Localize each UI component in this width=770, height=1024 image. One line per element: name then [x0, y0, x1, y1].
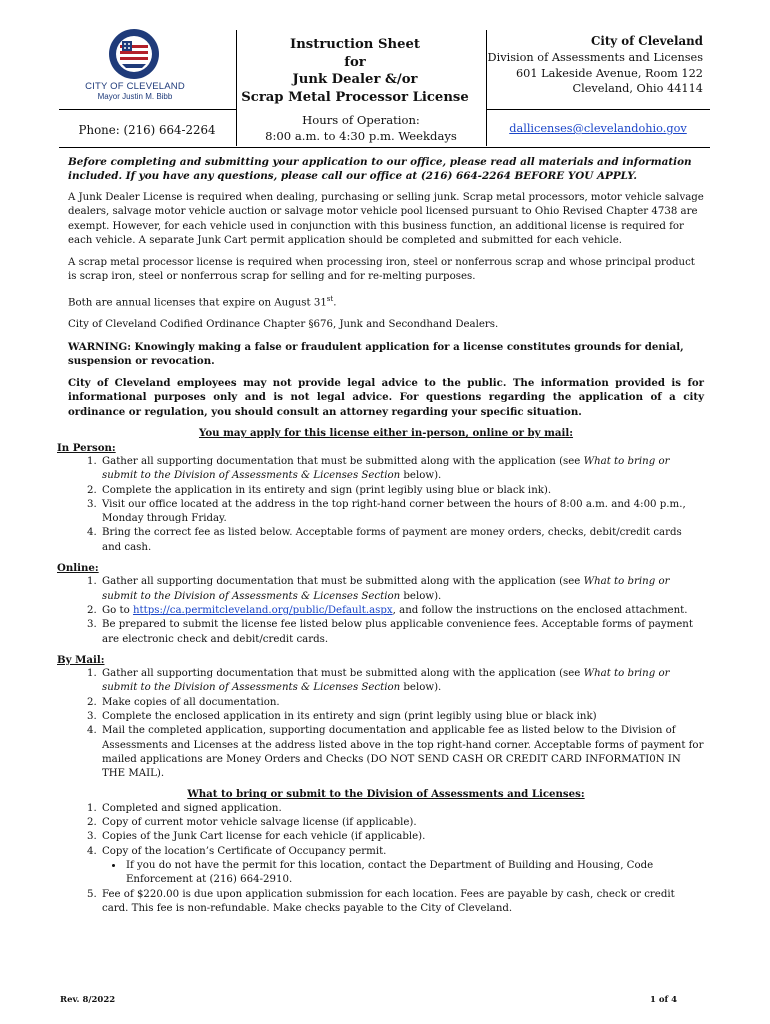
list-item — [100, 845, 704, 888]
permit-portal-link[interactable]: https://ca.permitcleveland.org/public/Default.aspx — [132, 604, 393, 616]
city-seal-icon — [108, 28, 160, 80]
list-item — [100, 604, 704, 618]
divider — [59, 109, 237, 110]
title-line: Junk Dealer &/or — [292, 72, 418, 87]
city-name: CITY OF CLEVELAND — [85, 81, 185, 92]
scrap-metal-paragraph: A scrap metal processor license is required when processing iron, steel or nonferrous scrap and whose principal product is scrap iron, steel or nonferrous scrap for selling and for re-melting purposes. — [68, 256, 695, 283]
expiration-text: Both are annual licenses that expire on August 31 — [68, 297, 327, 309]
list-item: 3. Visit our office located at the address in the top right-hand corner between the hours of 8:00 a.m. and 4:00 p.m., Monday through Friday. — [100, 498, 704, 527]
document-body — [57, 155, 704, 922]
document-title — [232, 36, 478, 106]
address-line: City of Cleveland — [590, 34, 703, 48]
title-line: for — [344, 54, 366, 70]
sub-list-item: • If you do not have the permit for this location, contact the Department of Building and Housing, Code Enforcement at (216) 664-2910. — [124, 859, 704, 888]
bring-heading: What to bring or submit to the Division of Assessments and Licenses: — [187, 788, 585, 801]
hours-label: Hours of Operation: — [302, 113, 420, 127]
item-text: Copy of the location’s Certificate of Occupancy permit. — [102, 845, 387, 857]
address-line: 601 Lakeside Avenue, Room 122 — [516, 66, 703, 80]
list-item: 3. Be prepared to submit the license fee listed below plus applicable convenience fees. Acceptable forms of payment are electronic check and debit/credit cards. — [100, 618, 704, 647]
divider — [486, 109, 710, 110]
legal-disclaimer: City of Cleveland employees may not provide legal advice to the public. The information provided is for informational purposes only and is not legal advice. For questions regarding the application of a city ordinance or regulation, you should consult an attorney regarding your specific situation. — [68, 376, 704, 418]
list-item: 2. Complete the application in its entirety and sign (print legibly using blue or black ink). — [100, 484, 704, 498]
list-item: 3. Complete the enclosed application in its entirety and sign (print legibly using blue or black ink) — [100, 710, 704, 724]
divider — [59, 147, 710, 148]
address-line: Division of Assessments and Licenses — [487, 50, 703, 64]
office-address — [484, 34, 703, 97]
list-item — [100, 455, 704, 484]
revision-date: Rev. 8/2022 — [60, 995, 116, 1005]
office-phone: Phone: (216) 664-2264 — [78, 123, 216, 137]
ordinance-paragraph: City of Cleveland Codified Ordinance Chapter §676, Junk and Secondhand Dealers. — [68, 319, 499, 331]
mail-list — [68, 667, 704, 781]
title-line: Scrap Metal Processor License — [241, 89, 469, 105]
expiration-end: . — [333, 297, 337, 309]
sub-list — [102, 859, 704, 888]
item-text: below). — [400, 470, 442, 482]
item-italic: What to bring or submit to the Division of Assessments & Licenses Section — [102, 668, 670, 694]
hours-value: 8:00 a.m. to 4:30 p.m. Weekdays — [265, 128, 457, 143]
list-item: 2. Make copies of all documentation. — [100, 696, 704, 710]
list-item: 4. Mail the completed application, supporting documentation and applicable fee as listed below to the Division of Assessments and Licenses at the address listed above in the top right-hand corner. Acceptable forms of payment for mailed applications are Money Orders and Checks (DO NOT SEND CASH OR CREDIT CARD INFORMATI0N IN THE MAIL). — [100, 724, 704, 781]
intro-notice: Before completing and submitting your application to our office, please read all materials and information included. If you have any questions, please call our office at (216) 664-2264 BEFORE YOU APPLY. — [68, 156, 692, 183]
expiration-sup: st — [326, 294, 334, 303]
list-item — [100, 667, 704, 696]
divider — [236, 30, 237, 146]
title-line: Instruction Sheet — [290, 37, 420, 52]
address-line: Cleveland, Ohio 44114 — [572, 82, 703, 96]
email-link[interactable]: dallicenses@clevelandohio.gov — [509, 122, 687, 135]
item-italic: What to bring or submit to the Division of Assessments & Licenses Section — [102, 576, 670, 602]
online-heading: Online: — [57, 562, 99, 575]
page-number: 1 of 4 — [650, 995, 678, 1005]
item-text: Gather all supporting documentation that must be submitted along with the application (see — [102, 576, 584, 588]
list-item: 5. Fee of $220.00 is due upon application submission for each location. Fees are payable by cash, check or credit card. This fee is non-refundable. Make checks payable to the City of Cleveland. — [100, 888, 704, 917]
bring-list — [68, 802, 704, 916]
in-person-heading: In Person: — [57, 441, 116, 454]
list-item: 2. Copy of current motor vehicle salvage license (if applicable). — [100, 816, 704, 830]
list-item: 4. Bring the correct fee as listed below. Acceptable forms of payment are money orders, checks, debit/credit cards and cash. — [100, 526, 704, 555]
item-text: Gather all supporting documentation that must be submitted along with the application (see — [102, 455, 584, 467]
in-person-list — [68, 455, 704, 555]
list-item: 3. Copies of the Junk Cart license for each vehicle (if applicable). — [100, 830, 704, 844]
expiration-paragraph — [68, 292, 704, 311]
warning-paragraph: WARNING: Knowingly making a false or fraudulent application for a license constitutes grounds for denial, suspension or revocation. — [68, 340, 684, 368]
office-hours — [240, 113, 482, 144]
item-text: , and follow the instructions on the enclosed attachment. — [392, 604, 688, 616]
apply-heading: You may apply for this license either in-person, online or by mail: — [198, 427, 574, 440]
online-list — [68, 575, 704, 646]
item-text: below). — [400, 590, 442, 602]
junk-dealer-paragraph: A Junk Dealer License is required when dealing, purchasing or selling junk. Scrap metal processors, motor vehicle salvage dealers, salvage motor vehicle auction or salvage motor vehicle pool licensed pursuant to Ohio Revised Chapter 4738 are exempt. However, for each vehicle used in conjunction with this business function, an additional license is required for each vehicle. A separate Junk Cart permit application should be completed and submitted for each vehicle. — [68, 192, 704, 246]
item-italic: What to bring or submit to the Division of Assessments & Licenses Section — [102, 455, 670, 482]
mayor-name: Mayor Justin M. Bibb — [97, 92, 173, 101]
item-text: below). — [400, 682, 442, 694]
list-item — [100, 575, 704, 604]
list-item: 1. Completed and signed application. — [100, 802, 704, 816]
item-text: Gather all supporting documentation that must be submitted along with the application (see — [102, 668, 584, 680]
mail-heading: By Mail: — [57, 653, 105, 666]
item-text: Go to — [102, 604, 133, 616]
